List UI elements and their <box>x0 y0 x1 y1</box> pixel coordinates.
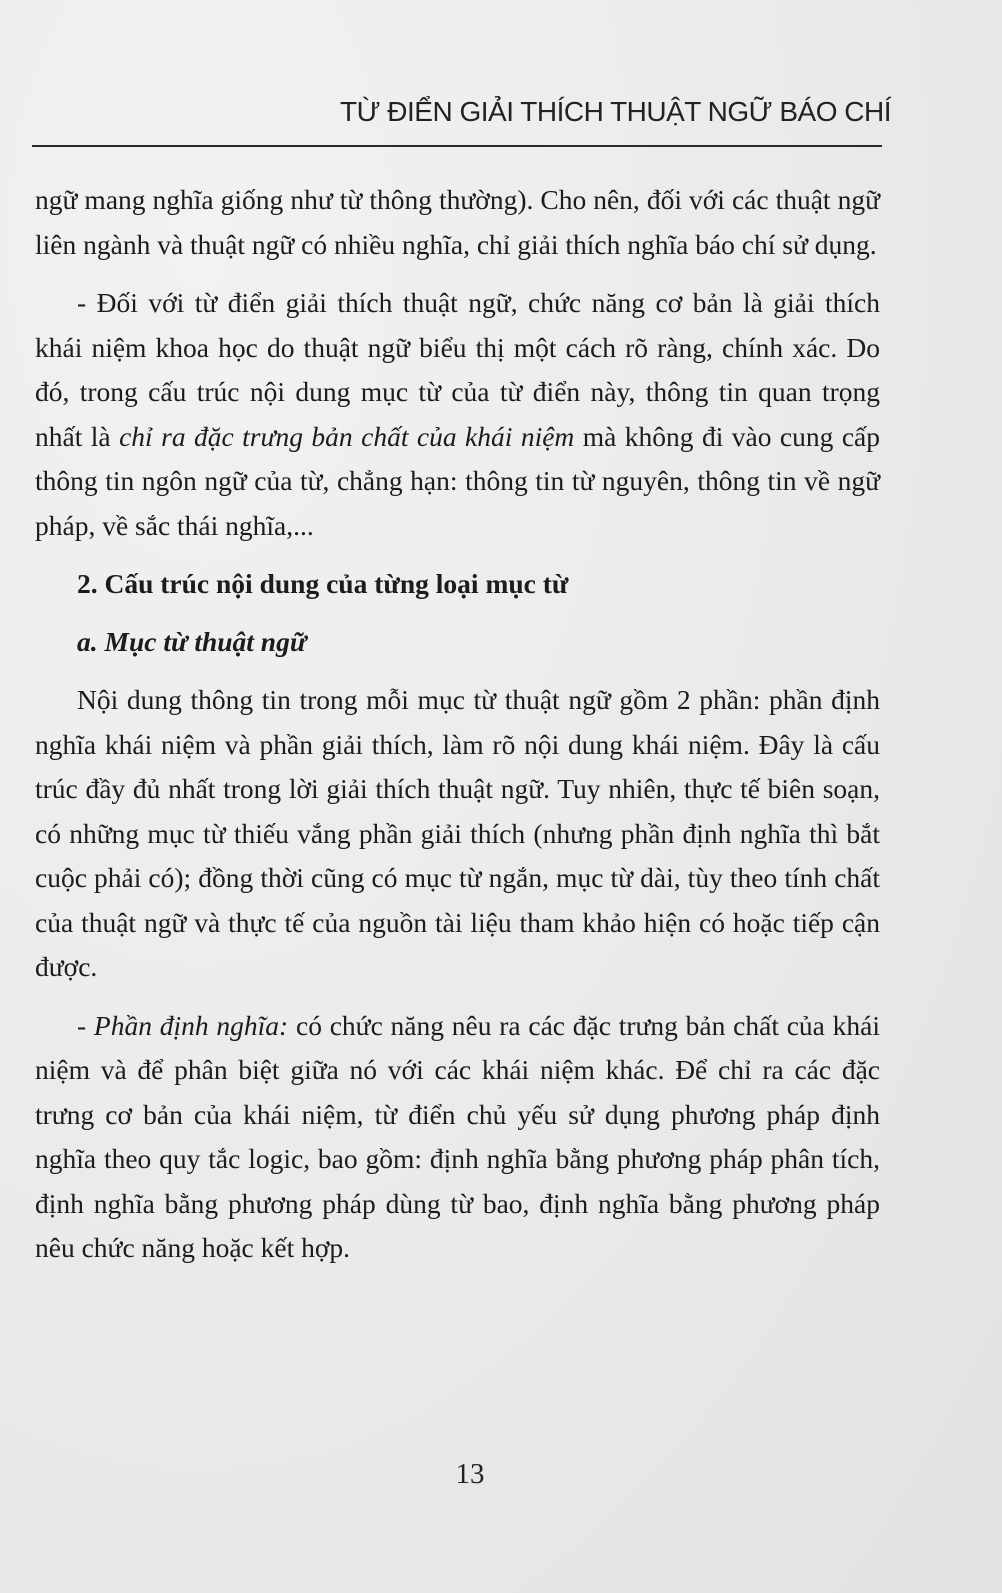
page-body <box>35 178 880 1271</box>
paragraph-text: mà không đi vào cung cấp thông tin ngôn ngữ của từ, chẳng hạn: thông tin từ nguyên, thông tin về ngữ pháp, về sắc thái nghĩa,... <box>35 420 880 541</box>
paragraph-term-entry: Nội dung thông tin trong mỗi mục từ thuật ngữ gồm 2 phần: phần định nghĩa khái niệm và phần giải thích, làm rõ nội dung khái niệm. Đây là cấu trúc đầy đủ nhất trong lời giải thích thuật ngữ. Tuy nhiên, thực tế biên soạn, có những mục từ thiếu vắng phần giải thích (nhưng phần định nghĩa thì bắt cuộc phải có); đồng thời cũng có mục từ ngắn, mục từ dài, tùy theo tính chất của thuật ngữ và thực tế của nguồn tài liệu tham khảo hiện có hoặc tiếp cận được. <box>35 684 880 982</box>
paragraph-text: - Đối với từ điển giải thích thuật ngữ, chức năng cơ bản là giải thích khái niệm khoa học do thuật ngữ biểu thị một cách rõ ràng, chính xác. Do đó, trong cấu trúc nội dung mục từ của từ điển này, thông tin quan trọng nhất là <box>35 287 880 452</box>
paragraph-dictionary-function <box>35 281 880 548</box>
paragraph-text: có chức năng nêu ra các đặc trưng bản chất của khái niệm và để phân biệt giữa nó với các khái niệm khác. Để chỉ ra các đặc trưng cơ bản của khái niệm, từ điển chủ yếu sử dụng phương pháp định nghĩa theo quy tắc logic, bao gồm: định nghĩa bằng phương pháp phân tích, định nghĩa bằng phương pháp dùng từ bao, định nghĩa bằng phương pháp nêu chức năng hoặc kết hợp. <box>35 1009 881 1263</box>
header-rule <box>32 145 882 147</box>
paragraph-definition-part <box>35 1004 880 1271</box>
definition-lead: - Phần định nghĩa: <box>77 1009 289 1041</box>
section-heading: 2. Cấu trúc nội dung của từng loại mục từ <box>77 568 569 599</box>
running-header-title: TỪ ĐIỂN GIẢI THÍCH THUẬT NGỮ BÁO CHÍ <box>340 96 891 127</box>
emphasis-text: chỉ ra đặc trưng bản chất của khái niệm <box>119 420 575 452</box>
page-number: 13 <box>455 1458 485 1490</box>
subsection-heading: a. Mục từ thuật ngữ <box>77 626 307 657</box>
paragraph-continuation: ngữ mang nghĩa giống như từ thông thường). Cho nên, đối với các thuật ngữ liên ngành và thuật ngữ có nhiều nghĩa, chỉ giải thích nghĩa báo chí sử dụng. <box>35 184 880 260</box>
